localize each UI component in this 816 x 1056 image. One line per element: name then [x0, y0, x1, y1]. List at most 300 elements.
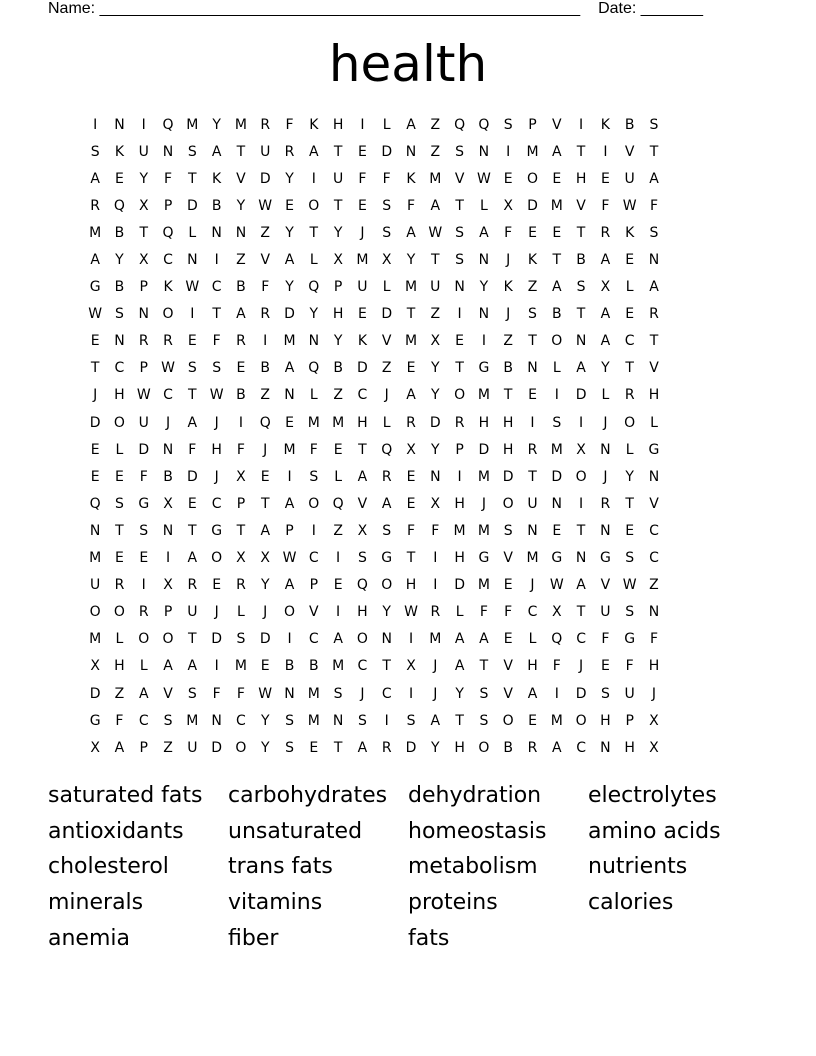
grid-letter: B: [284, 658, 295, 675]
grid-letter: C: [357, 387, 368, 404]
grid-letter: Y: [625, 468, 634, 485]
grid-letter: Z: [333, 522, 343, 539]
grid-letter: R: [163, 333, 173, 350]
grid-letter: A: [479, 631, 489, 648]
grid-letter: F: [261, 279, 270, 296]
grid-letter: J: [360, 685, 365, 702]
grid-letter: H: [114, 387, 125, 404]
grid-letter: S: [455, 143, 465, 160]
grid-letter: T: [479, 658, 489, 675]
grid-letter: E: [600, 658, 610, 675]
grid-row: [83, 138, 739, 165]
grid-letter: M: [356, 252, 369, 269]
grid-letter: R: [260, 116, 271, 133]
grid-letter: M: [429, 631, 442, 648]
grid-letter: H: [454, 739, 465, 756]
grid-letter: U: [624, 685, 635, 702]
grid-letter: Y: [139, 170, 149, 187]
grid-letter: L: [382, 116, 391, 133]
grid-letter: E: [455, 333, 465, 350]
grid-letter: X: [90, 739, 100, 756]
grid-letter: F: [382, 170, 391, 187]
grid-letter: D: [186, 468, 198, 485]
grid-letter: R: [527, 739, 538, 756]
grid-letter: R: [406, 414, 416, 431]
grid-letter: Y: [260, 739, 270, 756]
grid-row: [83, 301, 739, 328]
grid-letter: D: [575, 685, 587, 702]
grid-letter: E: [625, 252, 635, 269]
grid-letter: Y: [260, 577, 270, 594]
grid-letter: L: [382, 279, 391, 296]
grid-letter: S: [115, 495, 124, 512]
grid-letter: S: [649, 116, 659, 133]
grid-letter: X: [260, 550, 271, 567]
grid-letter: H: [502, 414, 514, 431]
grid-row: [83, 707, 739, 734]
word-bank-item: nutrients: [588, 854, 688, 880]
word-bank-item: vitamins: [228, 890, 323, 916]
grid-letter: H: [454, 495, 465, 512]
grid-letter: N: [114, 116, 125, 133]
grid-letter: Y: [479, 279, 489, 296]
grid-letter: S: [236, 631, 246, 648]
grid-letter: V: [503, 658, 513, 675]
grid-letter: Y: [382, 604, 391, 621]
grid-letter: F: [212, 333, 221, 350]
grid-letter: N: [138, 306, 149, 323]
grid-letter: E: [333, 441, 343, 458]
grid-letter: K: [309, 116, 319, 133]
grid-letter: F: [406, 522, 416, 539]
grid-letter: T: [358, 441, 367, 458]
grid-letter: P: [333, 279, 343, 296]
grid-letter: L: [625, 441, 634, 458]
grid-letter: X: [357, 522, 368, 539]
date-field-label: Date: _______: [598, 0, 704, 17]
grid-letter: O: [575, 468, 587, 485]
grid-letter: G: [478, 360, 490, 377]
grid-letter: N: [527, 522, 538, 539]
grid-letter: P: [139, 739, 148, 756]
grid-letter: C: [576, 631, 586, 648]
grid-letter: P: [139, 279, 148, 296]
grid-letter: N: [648, 252, 660, 269]
grid-letter: R: [260, 306, 271, 323]
grid-letter: P: [528, 116, 537, 133]
grid-letter: Z: [381, 360, 392, 377]
grid-letter: N: [575, 333, 587, 350]
grid-letter: A: [479, 224, 489, 241]
grid-letter: Z: [503, 333, 513, 350]
grid-letter: M: [453, 522, 466, 539]
grid-letter: Z: [527, 279, 538, 296]
grid-letter: N: [235, 224, 247, 241]
grid-letter: M: [307, 414, 320, 431]
grid-letter: G: [551, 550, 563, 567]
grid-letter: T: [212, 306, 221, 323]
grid-letter: D: [381, 143, 393, 160]
grid-letter: E: [357, 197, 367, 214]
grid-letter: R: [284, 143, 295, 160]
grid-letter: B: [576, 252, 586, 269]
grid-letter: T: [260, 495, 270, 512]
grid-letter: W: [622, 197, 637, 214]
grid-letter: T: [188, 522, 197, 539]
grid-letter: Z: [333, 387, 343, 404]
grid-letter: I: [554, 387, 559, 404]
grid-letter: S: [333, 685, 343, 702]
grid-letter: A: [552, 739, 562, 756]
grid-letter: F: [479, 604, 488, 621]
grid-letter: T: [455, 197, 464, 214]
grid-letter: E: [406, 495, 416, 512]
grid-letter: A: [649, 170, 659, 187]
grid-letter: F: [601, 197, 610, 214]
grid-letter: E: [625, 522, 635, 539]
grid-letter: A: [260, 522, 271, 539]
grid-letter: N: [162, 143, 174, 160]
grid-letter: I: [457, 306, 462, 323]
name-field-label: Name: ______________________________________________________: [48, 0, 581, 17]
grid-letter: S: [552, 414, 562, 431]
grid-letter: O: [624, 414, 636, 431]
grid-letter: M: [332, 414, 345, 431]
grid-letter: S: [382, 197, 392, 214]
grid-letter: M: [186, 116, 199, 133]
word-bank-item: minerals: [48, 890, 144, 916]
grid-letter: A: [90, 170, 100, 187]
grid-letter: S: [309, 468, 319, 485]
grid-letter: Y: [285, 170, 294, 187]
grid-letter: T: [625, 360, 634, 377]
grid-letter: E: [236, 360, 246, 377]
grid-letter: E: [187, 333, 197, 350]
grid-letter: F: [625, 658, 634, 675]
grid-letter: O: [308, 197, 320, 214]
grid-letter: P: [625, 712, 634, 729]
grid-letter: N: [308, 333, 320, 350]
grid-letter: R: [236, 577, 246, 594]
grid-letter: E: [528, 387, 537, 404]
grid-letter: S: [357, 712, 367, 729]
grid-letter: Z: [430, 306, 441, 323]
grid-letter: A: [187, 658, 198, 675]
grid-row: [83, 409, 739, 436]
grid-letter: H: [478, 414, 490, 431]
grid-letter: M: [550, 712, 563, 729]
grid-letter: I: [579, 116, 584, 133]
grid-letter: C: [308, 631, 319, 648]
grid-letter: O: [113, 414, 125, 431]
grid-letter: A: [284, 360, 295, 377]
grid-letter: V: [260, 252, 271, 269]
grid-letter: Y: [406, 252, 416, 269]
grid-letter: H: [527, 658, 538, 675]
word-bank-item: antioxidants: [48, 818, 184, 844]
word-bank-item: electrolytes: [588, 783, 717, 808]
grid-letter: J: [506, 252, 511, 269]
grid-letter: S: [90, 143, 100, 160]
grid-letter: H: [332, 306, 344, 323]
grid-letter: D: [211, 739, 223, 756]
grid-letter: W: [209, 387, 224, 404]
grid-letter: B: [236, 387, 246, 404]
grid-letter: R: [236, 333, 246, 350]
grid-letter: N: [332, 712, 344, 729]
grid-row: [83, 274, 739, 301]
grid-row: [83, 246, 739, 273]
grid-letter: Y: [260, 712, 270, 729]
grid-letter: F: [601, 631, 610, 648]
grid-letter: O: [308, 495, 320, 512]
grid-letter: X: [138, 252, 149, 269]
grid-letter: D: [89, 685, 101, 702]
grid-letter: S: [285, 712, 294, 729]
grid-letter: I: [165, 550, 171, 567]
grid-letter: F: [212, 685, 221, 702]
grid-letter: F: [139, 468, 148, 485]
grid-letter: P: [236, 495, 246, 512]
grid-letter: H: [211, 441, 222, 458]
grid-letter: W: [258, 197, 273, 214]
grid-letter: S: [479, 712, 489, 729]
grid-letter: S: [455, 252, 465, 269]
grid-letter: F: [649, 631, 658, 648]
grid-letter: O: [138, 631, 150, 648]
grid-letter: T: [309, 224, 319, 241]
grid-letter: T: [576, 306, 586, 323]
grid-letter: D: [454, 577, 465, 594]
grid-letter: G: [138, 495, 150, 512]
grid-letter: Q: [356, 577, 368, 594]
grid-letter: J: [603, 414, 608, 431]
grid-letter: Q: [454, 116, 466, 133]
grid-letter: I: [93, 116, 98, 133]
grid-letter: I: [263, 333, 268, 350]
grid-letter: T: [552, 252, 562, 269]
word-bank-item: calories: [588, 890, 674, 916]
grid-letter: Z: [260, 387, 271, 404]
grid-letter: V: [503, 550, 513, 567]
grid-letter: Y: [309, 306, 319, 323]
grid-letter: J: [651, 685, 657, 702]
grid-letter: F: [406, 197, 416, 214]
grid-letter: E: [260, 658, 270, 675]
grid-letter: B: [211, 197, 222, 214]
grid-letter: K: [406, 170, 416, 187]
grid-letter: D: [478, 441, 490, 458]
grid-row: [83, 572, 739, 599]
grid-letter: E: [212, 577, 222, 594]
grid-letter: G: [599, 550, 611, 567]
grid-letter: O: [454, 387, 466, 404]
grid-letter: C: [649, 522, 659, 539]
grid-letter: M: [550, 197, 563, 214]
grid-letter: N: [381, 631, 392, 648]
grid-letter: R: [381, 468, 392, 485]
grid-letter: E: [600, 170, 610, 187]
grid-letter: T: [333, 197, 343, 214]
grid-letter: T: [503, 387, 513, 404]
grid-letter: K: [527, 252, 538, 269]
grid-letter: N: [89, 522, 101, 539]
grid-letter: S: [357, 550, 367, 567]
grid-letter: I: [190, 306, 195, 323]
grid-letter: C: [381, 685, 392, 702]
grid-letter: I: [603, 143, 608, 160]
grid-row: [83, 680, 739, 707]
grid-letter: K: [503, 279, 513, 296]
word-bank: [48, 778, 768, 956]
grid-letter: L: [601, 387, 610, 404]
grid-letter: J: [579, 658, 584, 675]
grid-letter: T: [406, 306, 416, 323]
grid-letter: F: [552, 658, 561, 675]
grid-letter: N: [162, 522, 174, 539]
word-bank-item: anemia: [48, 925, 130, 951]
grid-letter: U: [187, 604, 198, 621]
word-bank-item: proteins: [408, 890, 498, 916]
grid-letter: L: [455, 604, 464, 621]
grid-letter: O: [162, 631, 174, 648]
grid-letter: Z: [430, 116, 441, 133]
grid-letter: A: [357, 739, 368, 756]
grid-row: [83, 545, 739, 572]
grid-letter: T: [382, 658, 391, 675]
grid-letter: Y: [333, 224, 343, 241]
grid-letter: S: [212, 360, 222, 377]
grid-letter: H: [502, 441, 514, 458]
grid-letter: U: [332, 170, 344, 187]
grid-letter: X: [600, 279, 611, 296]
grid-letter: E: [406, 360, 416, 377]
grid-letter: J: [433, 658, 438, 675]
grid-letter: G: [89, 712, 101, 729]
grid-row: [83, 626, 739, 653]
grid-letter: V: [503, 685, 513, 702]
grid-letter: E: [260, 468, 270, 485]
grid-letter: A: [187, 414, 198, 431]
grid-letter: O: [235, 739, 247, 756]
grid-row: [83, 734, 739, 761]
grid-letter: T: [236, 522, 246, 539]
grid-letter: L: [382, 414, 391, 431]
grid-letter: A: [309, 143, 319, 160]
grid-letter: H: [648, 387, 660, 404]
grid-letter: M: [526, 143, 539, 160]
grid-letter: L: [309, 252, 318, 269]
grid-letter: R: [454, 414, 465, 431]
word-bank-item: homeostasis: [408, 818, 547, 844]
grid-letter: T: [431, 252, 440, 269]
grid-letter: E: [333, 577, 343, 594]
grid-letter: W: [161, 360, 175, 377]
grid-letter: J: [263, 604, 268, 621]
grid-letter: B: [551, 306, 562, 323]
grid-letter: Q: [381, 441, 393, 458]
grid-letter: N: [478, 252, 490, 269]
grid-letter: M: [89, 550, 102, 567]
grid-letter: S: [163, 712, 173, 729]
word-bank-item: amino acids: [588, 818, 721, 844]
grid-letter: J: [360, 224, 365, 241]
grid-letter: O: [162, 306, 174, 323]
grid-letter: E: [90, 333, 100, 350]
grid-letter: Z: [649, 577, 659, 594]
grid-letter: A: [236, 306, 246, 323]
grid-letter: R: [624, 387, 635, 404]
grid-letter: D: [186, 197, 198, 214]
grid-letter: I: [141, 577, 146, 594]
grid-letter: K: [600, 116, 610, 133]
grid-letter: N: [527, 360, 538, 377]
grid-letter: S: [625, 550, 635, 567]
grid-letter: G: [478, 550, 490, 567]
grid-letter: T: [236, 143, 246, 160]
page-title: health: [328, 35, 488, 93]
grid-letter: U: [624, 170, 635, 187]
grid-letter: R: [90, 197, 101, 214]
grid-letter: R: [649, 306, 659, 323]
grid-letter: U: [260, 143, 271, 160]
grid-letter: I: [457, 468, 462, 485]
grid-letter: I: [336, 550, 341, 567]
grid-letter: I: [408, 685, 414, 702]
grid-letter: Y: [285, 224, 294, 241]
grid-letter: G: [381, 550, 393, 567]
grid-letter: T: [649, 143, 659, 160]
grid-letter: A: [406, 224, 416, 241]
grid-letter: C: [308, 550, 319, 567]
grid-letter: X: [576, 441, 586, 458]
grid-letter: C: [138, 712, 149, 729]
grid-letter: N: [284, 685, 295, 702]
grid-letter: A: [138, 685, 149, 702]
grid-letter: J: [263, 441, 268, 458]
grid-letter: W: [622, 577, 637, 594]
grid-letter: A: [406, 387, 416, 404]
grid-letter: V: [649, 360, 659, 377]
grid-letter: T: [455, 712, 464, 729]
grid-letter: B: [260, 360, 271, 377]
grid-letter: B: [163, 468, 173, 485]
grid-letter: M: [550, 441, 563, 458]
grid-letter: L: [334, 468, 343, 485]
word-bank-item: metabolism: [408, 854, 538, 880]
grid-letter: X: [163, 495, 173, 512]
grid-letter: L: [139, 658, 148, 675]
grid-row: [83, 436, 739, 463]
grid-letter: A: [454, 631, 465, 648]
grid-letter: N: [405, 143, 417, 160]
grid-letter: W: [428, 224, 443, 241]
grid-letter: S: [479, 685, 489, 702]
grid-letter: E: [625, 306, 635, 323]
grid-letter: I: [530, 414, 535, 431]
grid-letter: R: [600, 495, 611, 512]
grid-letter: T: [90, 360, 100, 377]
grid-letter: K: [114, 143, 125, 160]
grid-letter: U: [138, 414, 149, 431]
grid-letter: C: [649, 550, 659, 567]
grid-letter: A: [114, 739, 125, 756]
grid-letter: M: [234, 116, 247, 133]
grid-letter: S: [625, 604, 635, 621]
grid-letter: T: [576, 522, 586, 539]
grid-letter: U: [527, 495, 538, 512]
grid-letter: S: [382, 224, 392, 241]
